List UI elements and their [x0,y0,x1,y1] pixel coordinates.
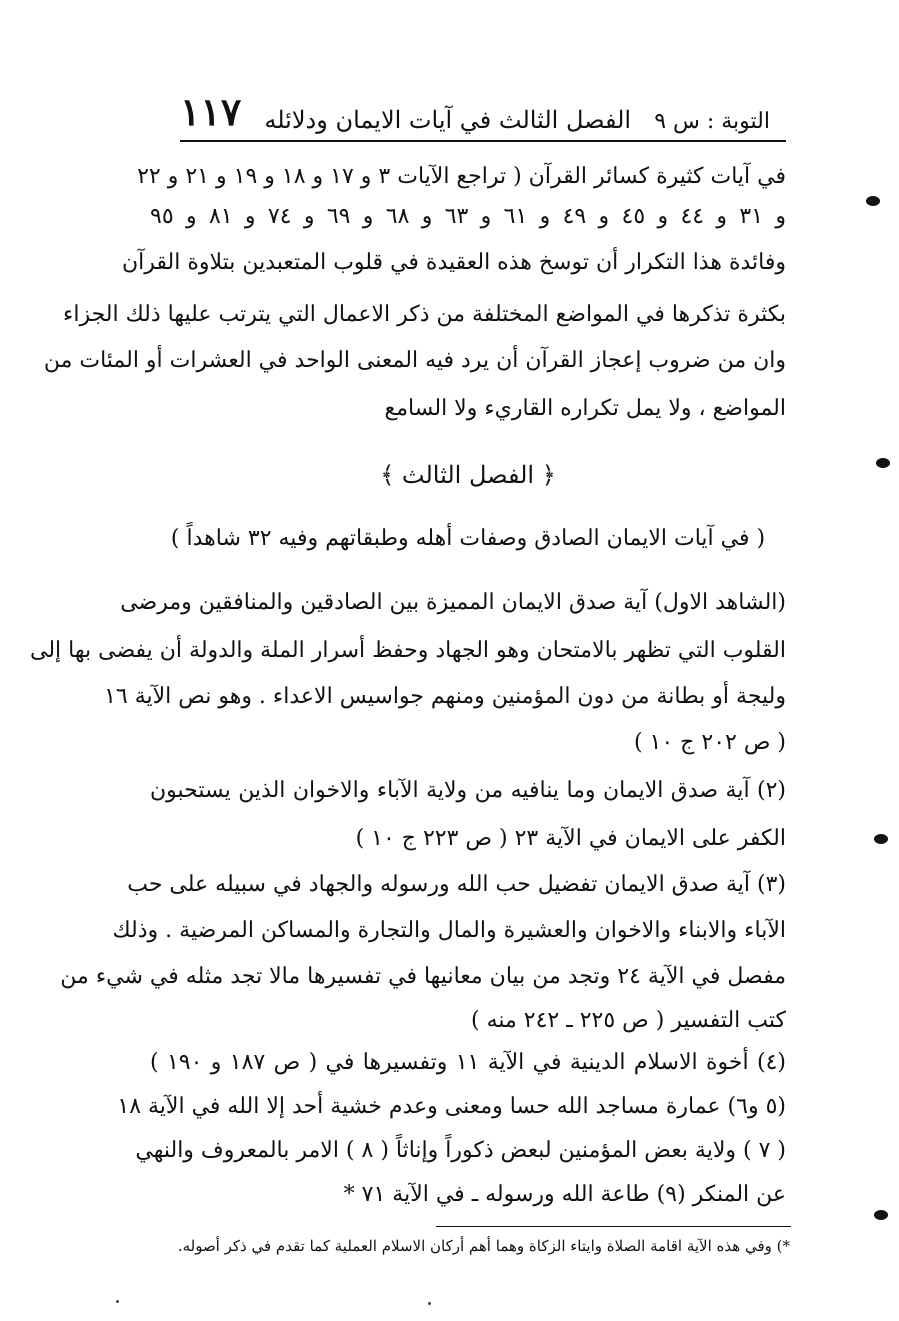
footnote-rule [436,1226,791,1227]
header-rule [180,140,786,142]
body-line: كتب التفسير ( ص ٢٢٥ ـ ٢٤٢ منه ) [471,1008,786,1033]
section-subtitle: ( في آيات الايمان الصادق وصفات أهله وطبقاتهم وفيه ٣٢ شاهداً ) [170,526,766,551]
intro-line: بكثرة تذكرها في المواضع المختلفة من ذكر الاعمال التي يترتب عليها ذلك الجزاء [62,302,786,327]
intro-line: وان من ضروب إعجاز القرآن أن يرد فيه المعنى الواحد في العشرات أو المئات من [43,348,786,373]
intro-line: و ٣١ و ٤٤ و ٤٥ و ٤٩ و ٦١ و ٦٣ و ٦٨ و ٦٩ و ٧٤ و ٨١ و ٩٥ [150,204,786,229]
body-line: وليجة أو بطانة من دون المؤمنين ومنهم جواسيس الاعداء . وهو نص الآية ١٦ [104,684,786,709]
chapter-title: الفصل الثالث في آيات الايمان ودلائله [264,106,632,134]
binding-hole-mark [876,458,890,468]
body-line: (٢) آية صدق الايمان وما ينافيه من ولاية الآباء والاخوان الذين يستحبون [150,778,787,803]
scan-speck [428,1302,431,1305]
body-line: (٥ و٦) عمارة مساجد الله حسا ومعنى وعدم خشية أحد إلا الله في الآية ١٨ [117,1094,786,1119]
footnote: *) وفي هذه الآية اقامة الصلاة وايتاء الزكاة وهما أهم أركان الاسلام العملية كما تقدم في ذكر أصوله. [177,1237,790,1255]
scan-speck [116,1300,119,1303]
sura-label: التوبة : س ٩ [654,109,770,134]
body-line: ( ص ٢٠٢ ج ١٠ ) [633,730,786,755]
section-title: ﴿ الفصل الثالث ﴾ [380,461,556,489]
running-header [180,88,770,134]
intro-line: وفائدة هذا التكرار أن توسخ هذه العقيدة في قلوب المتعبدين بتلاوة القرآن [121,250,786,275]
body-line: ( ٧ ) ولاية بعض المؤمنين لبعض ذكوراً وإناثاً ( ٨ ) الامر بالمعروف والنهي [135,1138,786,1163]
intro-line: في آيات كثيرة كسائر القرآن ( تراجع الآيات ٣ و ١٧ و ١٨ و ١٩ و ٢١ و ٢٢ [137,164,786,189]
body-line: (٤) أخوة الاسلام الدينية في الآية ١١ وتفسيرها في ( ص ١٨٧ و ١٩٠ ) [150,1050,786,1075]
body-line: (الشاهد الاول) آية صدق الايمان المميزة بين الصادقين والمنافقين ومرضى [120,590,786,615]
binding-hole-mark [866,196,880,206]
intro-line: المواضع ، ولا يمل تكراره القاريء ولا السامع [384,396,786,421]
body-line: القلوب التي تظهر بالامتحان وهو الجهاد وحفظ أسرار الملة والدولة أن يفضى بها إلى [30,638,786,663]
body-line: (٣) آية صدق الايمان تفضيل حب الله ورسوله والجهاد في سبيله على حب [127,872,786,897]
body-line: مفصل في الآية ٢٤ وتجد من بيان معانيها في تفسيرها مالا تجد مثله في شيء من [60,964,786,989]
body-line: عن المنكر (٩) طاعة الله ورسوله ـ في الآية ٧١ * [343,1182,786,1207]
body-line: الآباء والابناء والاخوان والعشيرة والمال والتجارة والمساكن المرضية . وذلك [112,918,786,943]
binding-hole-mark [874,834,888,844]
page-number: ١١٧ [180,89,242,134]
body-line: الكفر على الايمان في الآية ٢٣ ( ص ٢٢٣ ج ١٠ ) [355,826,786,851]
binding-hole-mark [874,1210,888,1220]
